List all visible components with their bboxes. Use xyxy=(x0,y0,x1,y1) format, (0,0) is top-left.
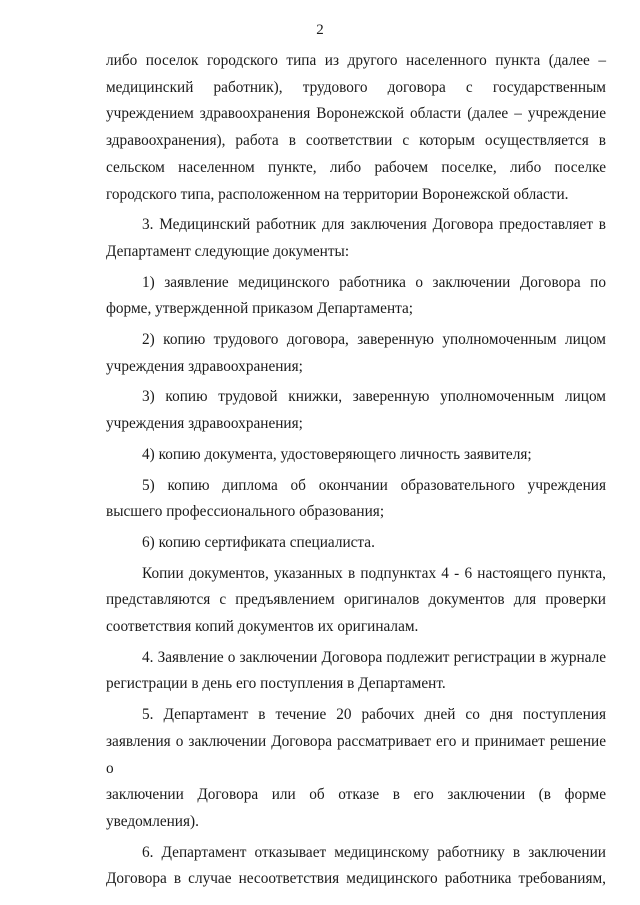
text-line: 6. Департамент отказывает медицинскому работнику в заключении xyxy=(142,843,606,861)
text-line: городского типа, расположенном на территории Воронежской области. xyxy=(106,185,569,203)
text-line: 4) копию документа, удостоверяющего личность заявителя; xyxy=(142,445,532,463)
text-line: 1) заявление медицинского работника о заключении Договора по xyxy=(142,273,606,291)
text-line: учреждения здравоохранения; xyxy=(106,357,303,375)
text-line: 4. Заявление о заключении Договора подлежит регистрации в журнале xyxy=(142,648,606,666)
text-line: медицинский работник), трудового договора с государственным xyxy=(106,78,606,96)
text-line: 6) копию сертификата специалиста. xyxy=(142,533,375,551)
text-line: заявления о заключении Договора рассматривает его и принимает решение о xyxy=(106,732,606,777)
text-line: Копии документов, указанных в подпунктах 4 - 6 настоящего пункта, xyxy=(142,564,606,582)
text-line: соответствия копий документов их оригиналам. xyxy=(106,618,419,636)
text-line: представляются с предъявлением оригиналов документов для проверки xyxy=(106,591,606,609)
page-number: 2 xyxy=(316,22,324,38)
text-line: здравоохранения), работа в соответствии с которым осуществляется в xyxy=(106,132,606,150)
text-line: Департамент следующие документы: xyxy=(106,242,350,260)
text-line: 2) копию трудового договора, заверенную уполномоченным лицом xyxy=(142,331,606,349)
text-line: регистрации в день его поступления в Департамент. xyxy=(106,675,446,693)
text-line: 5. Департамент в течение 20 рабочих дней со дня поступления xyxy=(142,706,606,724)
text-line: форме, утвержденной приказом Департамента; xyxy=(106,300,414,318)
text-line: 3. Медицинский работник для заключения Договора предоставляет в xyxy=(142,216,606,234)
text-line: сельском населенном пункте, либо рабочем поселке, либо поселке xyxy=(106,158,606,176)
document-body xyxy=(106,48,606,893)
text-line: 5) копию диплома об окончании образовательного учреждения xyxy=(142,476,606,494)
text-line: Договора в случае несоответствия медицинского работника требованиям, xyxy=(106,870,606,888)
text-line: уведомления). xyxy=(106,812,199,830)
text-line: 3) копию трудовой книжки, заверенную уполномоченным лицом xyxy=(142,388,606,406)
text-line: либо поселок городского типа из другого населенного пункта (далее – xyxy=(106,52,606,69)
text-line: учреждением здравоохранения Воронежской области (далее – учреждение xyxy=(106,105,606,123)
text-line: учреждения здравоохранения; xyxy=(106,415,303,433)
text-line: высшего профессионального образования; xyxy=(106,503,385,521)
text-line: заключении Договора или об отказе в его заключении (в форме xyxy=(106,786,606,804)
